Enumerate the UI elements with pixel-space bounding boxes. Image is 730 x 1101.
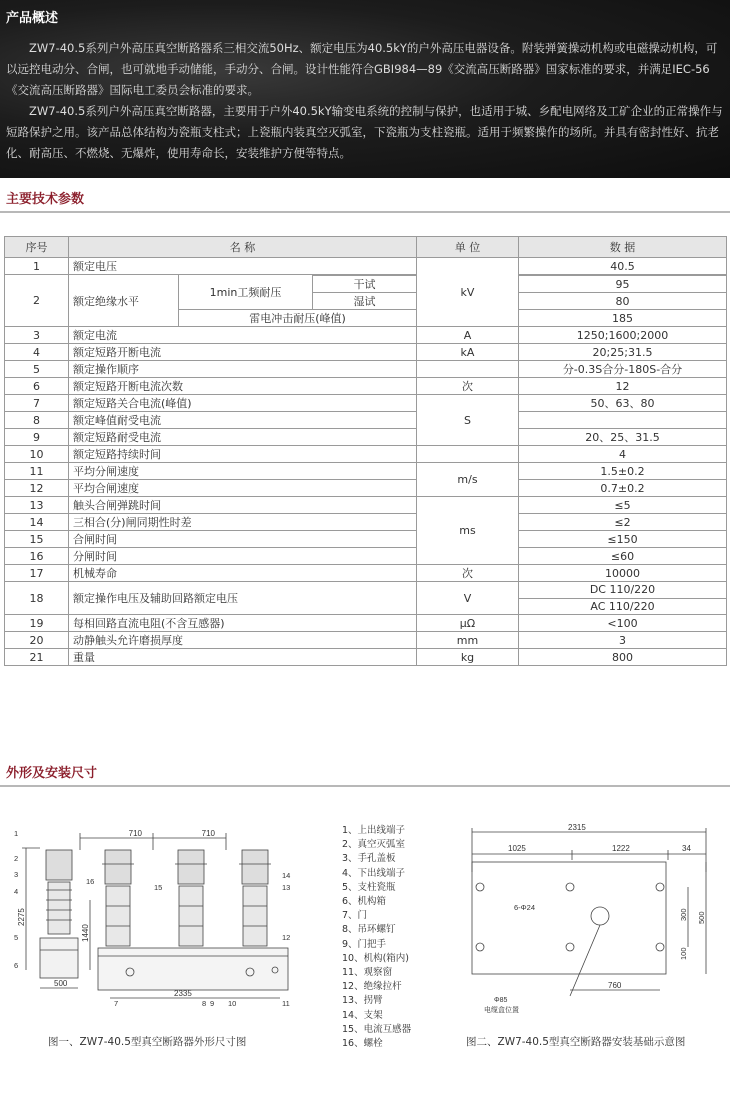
row-unit: m/s bbox=[417, 463, 519, 497]
figure1-caption: 图一、ZW7-40.5型真空断路器外形尺寸图 bbox=[48, 1036, 247, 1048]
table-row bbox=[5, 361, 727, 378]
dim-label: 1222 bbox=[612, 844, 630, 853]
dim-label: 710 bbox=[128, 829, 142, 838]
row-name: 机械寿命 bbox=[69, 565, 417, 582]
callout: 13 bbox=[282, 883, 291, 892]
front-view-poles bbox=[102, 850, 271, 946]
legend-item: 9、门把手 bbox=[342, 938, 387, 950]
row-value: 800 bbox=[519, 649, 727, 666]
row-value: 95 bbox=[519, 276, 727, 293]
row-no: 10 bbox=[5, 446, 69, 463]
dim-label: 2335 bbox=[174, 989, 192, 998]
row-value: 80 bbox=[519, 293, 727, 310]
table-row bbox=[5, 258, 727, 275]
row-unit: ms bbox=[417, 497, 519, 565]
row-subname: 1min工频耐压 bbox=[179, 275, 313, 310]
callout: 7 bbox=[114, 999, 119, 1008]
table-row bbox=[5, 463, 727, 480]
callout: 2 bbox=[14, 854, 19, 863]
figure-outline-drawing bbox=[10, 820, 330, 1018]
row-value: ≤2 bbox=[519, 514, 727, 531]
row-unit: S bbox=[417, 395, 519, 446]
row-name: 重量 bbox=[69, 649, 417, 666]
header-no: 序号 bbox=[5, 237, 69, 258]
side-view-pole bbox=[40, 850, 78, 978]
row-test-type: 干试 bbox=[313, 276, 417, 293]
callout: 1 bbox=[14, 829, 19, 838]
row-name: 合闸时间 bbox=[69, 531, 417, 548]
row-value: 1.5±0.2 bbox=[519, 463, 727, 480]
table-row bbox=[5, 429, 727, 446]
row-unit: A bbox=[417, 327, 519, 344]
callout: 14 bbox=[282, 871, 291, 880]
row-value: 40.5 bbox=[519, 258, 727, 275]
row-name: 额定操作顺序 bbox=[69, 361, 417, 378]
dim-label: 34 bbox=[682, 844, 691, 853]
table-row bbox=[5, 412, 727, 429]
table-row bbox=[5, 582, 727, 599]
row-name: 触头合闸弹跳时间 bbox=[69, 497, 417, 514]
row-value: 4 bbox=[519, 446, 727, 463]
table-row bbox=[5, 378, 727, 395]
row-value: ≤150 bbox=[519, 531, 727, 548]
row-no: 12 bbox=[5, 480, 69, 497]
callout: 16 bbox=[86, 877, 95, 886]
header-name: 名 称 bbox=[69, 237, 417, 258]
row-name: 额定短路持续时间 bbox=[69, 446, 417, 463]
table-row bbox=[5, 649, 727, 666]
row-no: 14 bbox=[5, 514, 69, 531]
row-name: 分闸时间 bbox=[69, 548, 417, 565]
dim-label: 1440 bbox=[81, 924, 90, 942]
dim-label: 760 bbox=[608, 981, 622, 990]
row-unit: mm bbox=[417, 632, 519, 649]
row-test-type: 湿试 bbox=[313, 293, 417, 310]
dim-label: Φ85 bbox=[494, 997, 508, 1004]
foundation-outline bbox=[472, 862, 666, 974]
row-value: 20、25、31.5 bbox=[519, 429, 727, 446]
cable-box-hole bbox=[591, 907, 609, 925]
legend-item: 10、机构(箱内) bbox=[342, 952, 410, 964]
dim-label: 500 bbox=[54, 979, 68, 988]
callout: 6 bbox=[14, 961, 19, 970]
header-unit: 单 位 bbox=[417, 237, 519, 258]
row-unit: kg bbox=[417, 649, 519, 666]
row-unit: V bbox=[417, 582, 519, 615]
row-value: ≤60 bbox=[519, 548, 727, 565]
params-title: 主要技术参数 bbox=[6, 192, 85, 207]
row-no: 5 bbox=[5, 361, 69, 378]
callout: 11 bbox=[282, 999, 290, 1008]
row-no: 19 bbox=[5, 615, 69, 632]
row-name: 额定电压 bbox=[69, 258, 417, 275]
table-row bbox=[5, 615, 727, 632]
legend-item: 4、下出线端子 bbox=[342, 867, 406, 879]
callout: 3 bbox=[14, 870, 19, 879]
table-row bbox=[5, 531, 727, 548]
dimensions-divider bbox=[0, 785, 730, 787]
table-row bbox=[5, 565, 727, 582]
table-header-row bbox=[5, 237, 727, 258]
legend-item: 12、绝缘拉杆 bbox=[342, 981, 402, 993]
row-no: 20 bbox=[5, 632, 69, 649]
row-unit: 次 bbox=[417, 565, 519, 582]
callout: 12 bbox=[282, 933, 291, 942]
row-no: 3 bbox=[5, 327, 69, 344]
table-row bbox=[5, 395, 727, 412]
callout: 9 bbox=[210, 999, 215, 1008]
row-name: 平均分闸速度 bbox=[69, 463, 417, 480]
row-value: AC 110/220 bbox=[519, 598, 727, 615]
mechanism-box bbox=[98, 948, 288, 990]
row-no: 18 bbox=[5, 582, 69, 615]
row-name: 平均合闸速度 bbox=[69, 480, 417, 497]
parts-legend bbox=[342, 824, 411, 1051]
row-value: 10000 bbox=[519, 565, 727, 582]
row-value: 1250;1600;2000 bbox=[519, 327, 727, 344]
row-name: 每相回路直流电阻(不含互感器) bbox=[69, 615, 417, 632]
dim-label: 100 bbox=[679, 947, 688, 960]
table-row bbox=[5, 548, 727, 565]
legend-item: 15、电流互感器 bbox=[342, 1023, 412, 1035]
table-row bbox=[5, 632, 727, 649]
legend-item: 6、机构箱 bbox=[342, 896, 387, 908]
row-no: 1 bbox=[5, 258, 69, 275]
row-no: 17 bbox=[5, 565, 69, 582]
row-unit: 次 bbox=[417, 378, 519, 395]
row-no: 9 bbox=[5, 429, 69, 446]
row-value: ≤5 bbox=[519, 497, 727, 514]
row-unit: kV bbox=[417, 258, 519, 327]
callout: 4 bbox=[14, 887, 19, 896]
row-no: 4 bbox=[5, 344, 69, 361]
params-table bbox=[4, 236, 727, 666]
row-value: DC 110/220 bbox=[519, 582, 727, 599]
legend-item: 16、螺栓 bbox=[342, 1038, 383, 1050]
row-value: 50、63、80 bbox=[519, 395, 727, 412]
row-no: 11 bbox=[5, 463, 69, 480]
legend-item: 14、支架 bbox=[342, 1009, 383, 1021]
callout: 10 bbox=[228, 999, 237, 1008]
row-value: 0.7±0.2 bbox=[519, 480, 727, 497]
table-row bbox=[5, 327, 727, 344]
overview-paragraph-1: ZW7-40.5系列户外高压真空断路器系三相交流50Hz、额定电压为40.5kY的户外高压电器设备。附装弹簧操动机构或电磁操动机构，可以远控电动分、合闸，也可就地手动储能，手动分、合闸。设计性能符合GBI984—89《交流高压断路器》国家标准的要求，并满足IEC-56《交流高压断路器》国际电工委员会标准的要求。 bbox=[6, 41, 718, 97]
row-no: 2 bbox=[5, 275, 69, 327]
row-unit bbox=[417, 446, 519, 463]
figure-foundation-drawing bbox=[450, 820, 725, 1030]
row-name: 额定短路开断电流 bbox=[69, 344, 417, 361]
row-unit: kA bbox=[417, 344, 519, 361]
row-value: <100 bbox=[519, 615, 727, 632]
row-no: 7 bbox=[5, 395, 69, 412]
row-value: 分-0.3S合分-180S-合分 bbox=[519, 361, 727, 378]
dim-label: 2275 bbox=[17, 908, 26, 926]
table-row bbox=[5, 497, 727, 514]
overview-title: 产品概述 bbox=[6, 11, 59, 26]
overview-paragraph-2: ZW7-40.5系列户外高压真空断路器，主要用于户外40.5kY输变电系统的控制与保护，也适用于城、乡配电网络及工矿企业的正常操作与短路保护之用。该产品总体结构为瓷瓶支柱式；上瓷瓶内装真空灭弧室，下瓷瓶为支柱瓷瓶。适用于频繁操作的场所。并具有密封性好、抗老化、耐高压、不燃烧、无爆炸，使用寿命长，安装维护方便等特点。 bbox=[6, 104, 723, 160]
legend-item: 11、观察窗 bbox=[342, 967, 393, 979]
legend-item: 13、拐臂 bbox=[342, 995, 383, 1007]
row-no: 21 bbox=[5, 649, 69, 666]
cable-box-label: 电缆盒位置 bbox=[484, 1007, 519, 1014]
dim-label: 6-Φ24 bbox=[514, 903, 535, 912]
row-name: 额定短路开断电流次数 bbox=[69, 378, 417, 395]
row-value bbox=[519, 412, 727, 429]
row-value: 12 bbox=[519, 378, 727, 395]
dim-label: 710 bbox=[201, 829, 215, 838]
row-unit bbox=[417, 361, 519, 378]
mounting-holes bbox=[476, 883, 664, 951]
callout: 5 bbox=[14, 933, 19, 942]
row-name: 额定绝缘水平 bbox=[69, 275, 179, 327]
row-name: 额定电流 bbox=[69, 327, 417, 344]
callout: 15 bbox=[154, 883, 163, 892]
row-value: 20;25;31.5 bbox=[519, 344, 727, 361]
row-name: 额定峰值耐受电流 bbox=[69, 412, 417, 429]
params-divider bbox=[0, 211, 730, 213]
legend-item: 8、吊环螺钉 bbox=[342, 924, 396, 936]
legend-item: 2、真空灭弧室 bbox=[342, 839, 406, 851]
row-no: 6 bbox=[5, 378, 69, 395]
table-row bbox=[5, 514, 727, 531]
row-no: 15 bbox=[5, 531, 69, 548]
figure2-caption: 图二、ZW7-40.5型真空断路器安装基础示意图 bbox=[466, 1036, 686, 1048]
table-row bbox=[5, 480, 727, 497]
row-no: 13 bbox=[5, 497, 69, 514]
legend-item: 3、手孔盖板 bbox=[342, 853, 396, 865]
row-unit: μΩ bbox=[417, 615, 519, 632]
dim-label: 2315 bbox=[568, 823, 586, 832]
row-name: 额定短路耐受电流 bbox=[69, 429, 417, 446]
row-name: 三相合(分)闸同期性时差 bbox=[69, 514, 417, 531]
row-name: 额定操作电压及辅助回路额定电压 bbox=[69, 582, 417, 615]
dimensions-title: 外形及安装尺寸 bbox=[6, 766, 98, 781]
row-value: 185 bbox=[519, 310, 727, 327]
row-subname: 雷电冲击耐压(峰值) bbox=[179, 310, 417, 327]
dim-label: 300 bbox=[679, 908, 688, 921]
row-name: 额定短路关合电流(峰值) bbox=[69, 395, 417, 412]
callout: 8 bbox=[202, 999, 207, 1008]
table-row bbox=[5, 446, 727, 463]
dim-label: 1025 bbox=[508, 844, 526, 853]
row-no: 8 bbox=[5, 412, 69, 429]
header-data: 数 据 bbox=[519, 237, 727, 258]
table-row bbox=[5, 344, 727, 361]
legend-item: 1、上出线端子 bbox=[342, 825, 406, 836]
legend-item: 7、门 bbox=[342, 910, 368, 922]
row-no: 16 bbox=[5, 548, 69, 565]
legend-item: 5、支柱瓷瓶 bbox=[342, 881, 396, 893]
row-value: 3 bbox=[519, 632, 727, 649]
row-name: 动静触头允许磨损厚度 bbox=[69, 632, 417, 649]
dim-label: 500 bbox=[697, 911, 706, 924]
overview-banner bbox=[0, 0, 730, 178]
